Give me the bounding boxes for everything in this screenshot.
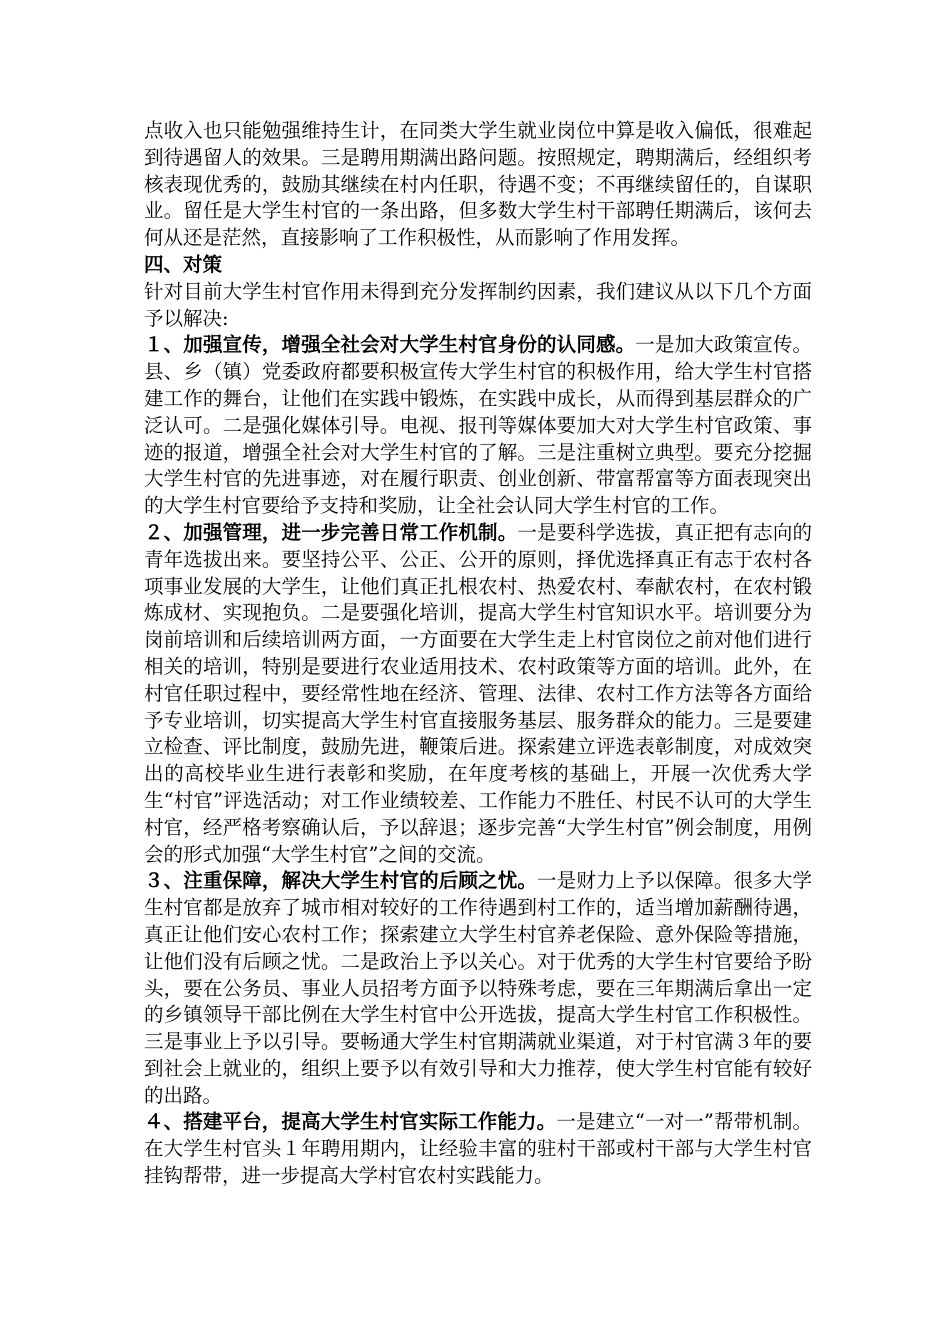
item-2-body: 一是要科学选拔，真正把有志向的青年选拔出来。要坚持公平、公正、公开的原则，择优选择真正有志于农村各项事业发展的大学生，让他们真正扎根农村、热爱农村、奉献农村，在农村锻炼成材、实现抱负。二是要强化培训，提高大学生村官知识水平。培训要分为岗前培训和后续培训两方面，一方面要在大学生走上村官岗位之前对他们进行相关的培训，特别是要进行农业适用技术、农村政策等方面的培训。此外，在村官任职过程中，要经常性地在经济、管理、法律、农村工作方法等各方面给予专业培训，切实提高大学生村官直接服务基层、服务群众的能力。三是要建立检查、评比制度，鼓励先进，鞭策后进。探索建立评选表彰制度，对成效突出的高校毕业生进行表彰和奖励，在年度考核的基础上，开展一次优秀大学生“村官”评选活动；对工作业绩较差、工作能力不胜任、村民不认可的大学生村官，经严格考察确认后，予以辞退；逐步完善“大学生村官”例会制度，用例会的形式加强“大学生村官”之间的交流。: [144, 520, 812, 866]
document-page: [144, 118, 812, 1190]
item-4-body: 一是建立“一对一”帮带机制。在大学生村官头１年聘用期内，让经验丰富的驻村干部或村干部与大学生村官挂钩帮带，进一步提高大学村官农村实践能力。: [144, 1110, 812, 1188]
countermeasure-item-1: [144, 332, 812, 520]
countermeasure-item-4: [144, 1109, 812, 1189]
section-intro: 针对目前大学生村官作用未得到充分发挥制约因素，我们建议从以下几个方面予以解决:: [144, 279, 812, 330]
item-3-body: 一是财力上予以保障。很多大学生村官都是放弃了城市相对较好的工作待遇到村工作的，适当增加薪酬待遇，真正让他们安心农村工作；探索建立大学生村官养老保险、意外保险等措施，让他们没有后顾之忧。二是政治上予以关心。对于优秀的大学生村官要给予盼头，要在公务员、事业人员招考方面予以特殊考虑，要在三年期满后拿出一定的乡镇领导干部比例在大学生村官中公开选拔，提高大学生村官工作积极性。三是事业上予以引导。要畅通大学生村官期满就业渠道，对于村官满３年的要到社会上就业的，组织上要予以有效引导和大力推荐，使大学生村官能有较好的出路。: [144, 869, 812, 1107]
item-3-lead: ３、注重保障，解决大学生村官的后顾之忧。: [144, 869, 538, 893]
item-1-lead: １、加强宣传，增强全社会对大学生村官身份的认同感。: [144, 333, 636, 357]
section-heading: 四、对策: [144, 252, 223, 276]
countermeasure-item-3: [144, 868, 812, 1109]
item-1-body: 一是加大政策宣传。县、乡（镇）党委政府都要积极宣传大学生村官的积极作用，给大学生村官搭建工作的舞台，让他们在实践中锻炼，在实践中成长，从而得到基层群众的广泛认可。二是强化媒体引导。电视、报刊等媒体要加大对大学生村官政策、事迹的报道，增强全社会对大学生村官的了解。三是注重树立典型。要充分挖掘大学生村官的先进事迹，对在履行职责、创业创新、带富帮富等方面表现突出的大学生村官要给予支持和奖励，让全社会认同大学生村官的工作。: [144, 333, 812, 518]
intro-paragraph: 点收入也只能勉强维持生计，在同类大学生就业岗位中算是收入偏低，很难起到待遇留人的效果。三是聘用期满出路问题。按照规定，聘期满后，经组织考核表现优秀的，鼓励其继续在村内任职，待遇不变；不再继续留任的，自谋职业。留任是大学生村官的一条出路，但多数大学生村干部聘任期满后，该何去何从还是茫然，直接影响了工作积极性，从而影响了作用发挥。: [144, 119, 812, 250]
item-2-lead: ２、加强管理，进一步完善日常工作机制。: [144, 520, 518, 544]
countermeasure-item-2: [144, 520, 812, 868]
item-4-lead: ４、搭建平台，提高大学生村官实际工作能力。: [144, 1110, 557, 1134]
